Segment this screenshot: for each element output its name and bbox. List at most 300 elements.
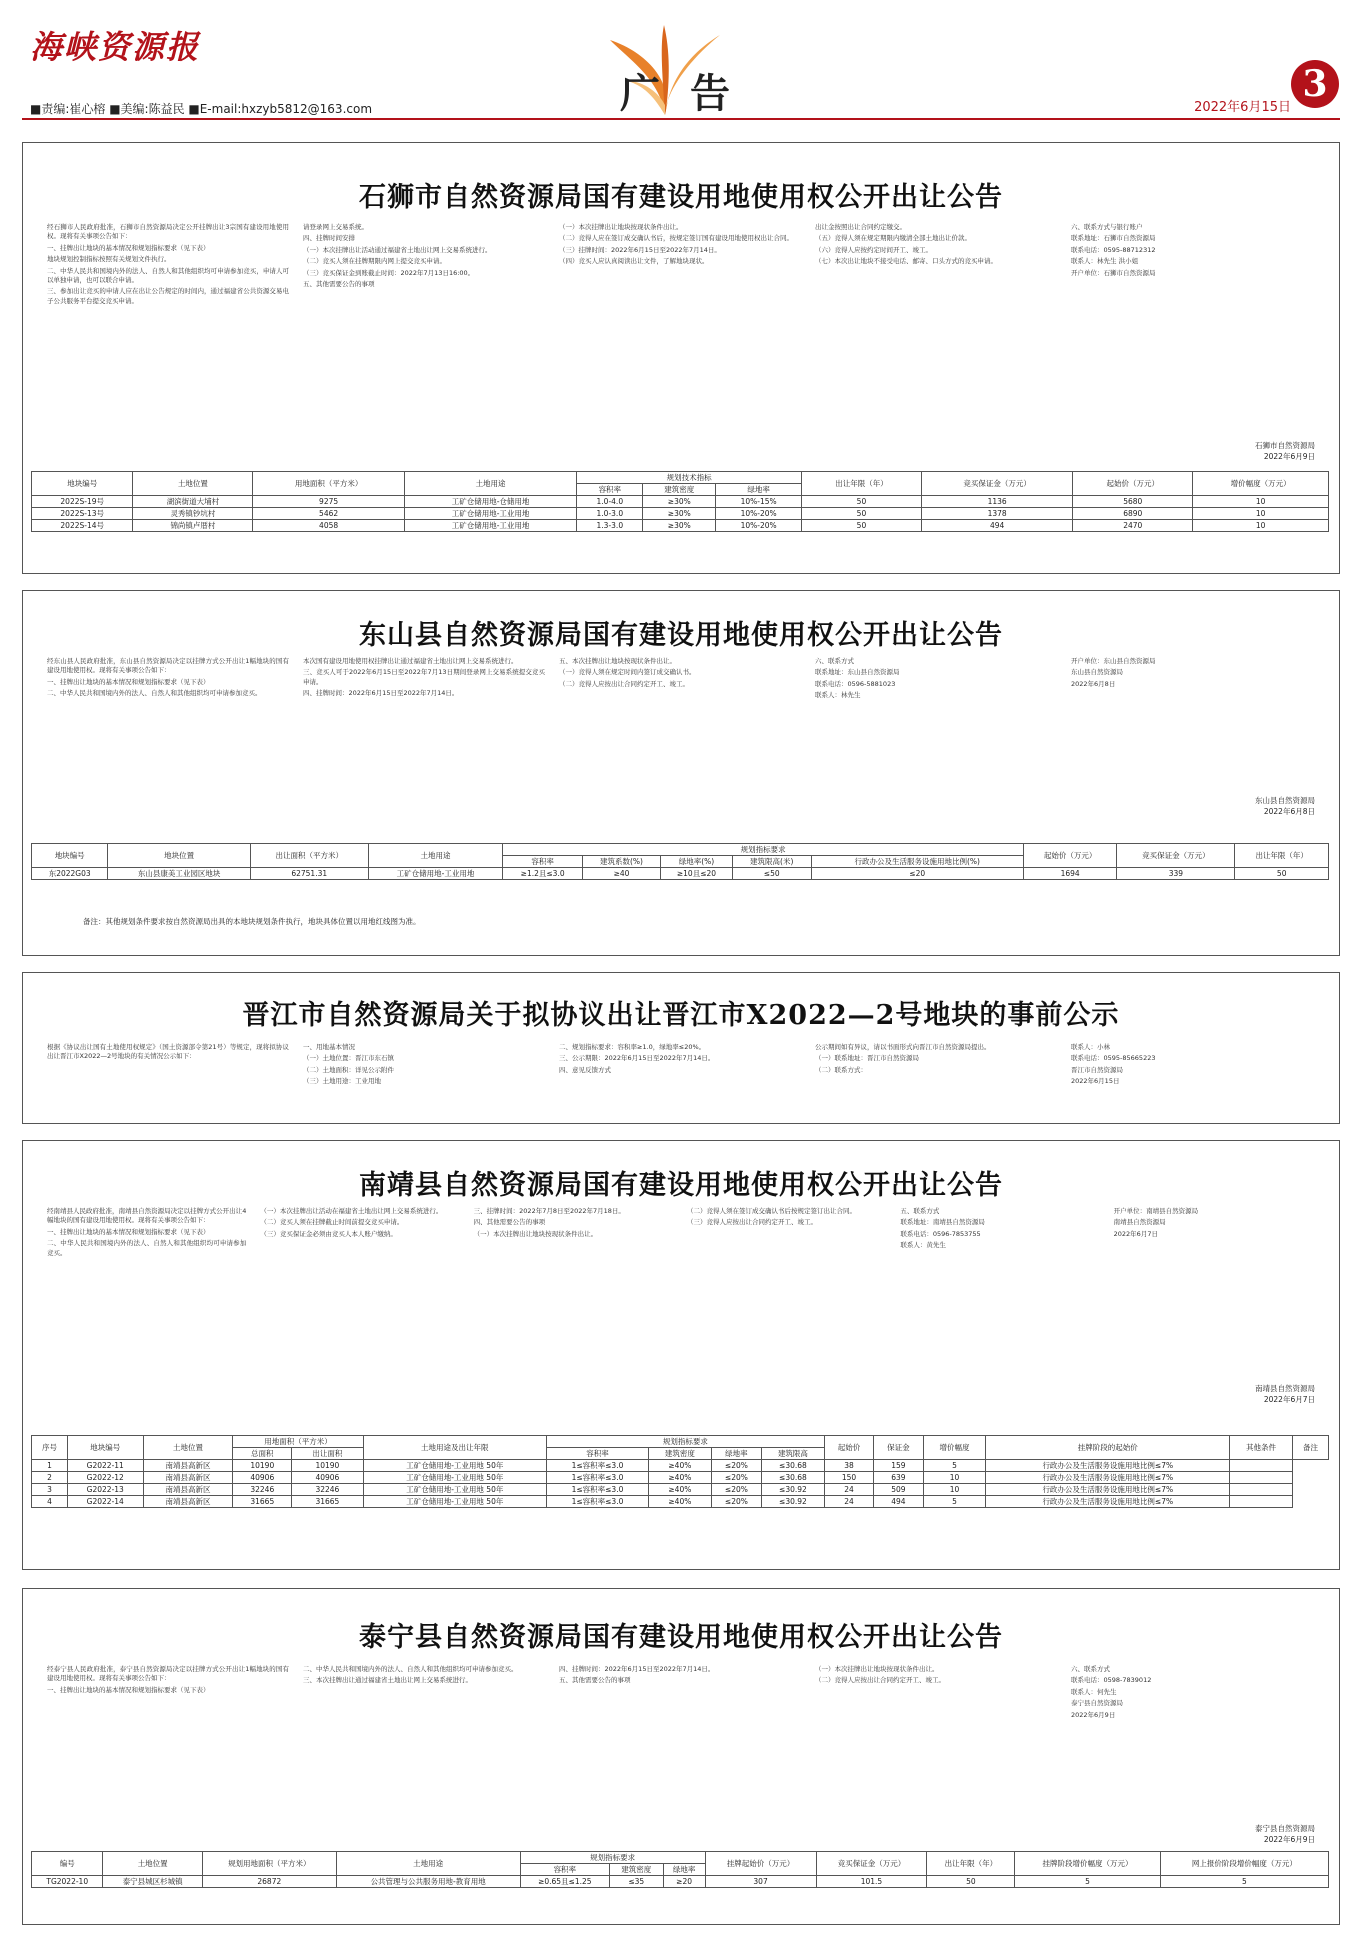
table-cell (1230, 1460, 1293, 1472)
paragraph: 二、规划指标要求：容积率≥1.0，绿地率≤20%。 (559, 1043, 706, 1051)
table-cell: ≤30.92 (762, 1496, 825, 1508)
table-header: 规划用地面积（平方米） (202, 1852, 336, 1876)
paragraph: （三）竞买保证金到账截止时间：2022年7月13日16:00。 (303, 268, 475, 277)
text-column (303, 1043, 545, 1113)
paragraph: 开户单位：南靖县自然资源局 (1113, 1207, 1199, 1215)
paragraph: 联系地址：南靖县自然资源局 (900, 1218, 985, 1227)
table-cell: 1.3-3.0 (577, 520, 643, 532)
table-cell: 行政办公及生活服务设施用地比例≤7% (986, 1496, 1230, 1508)
notice-title: 东山县自然资源局国有建设用地使用权公开出让公告 (359, 620, 1003, 651)
table-header: 挂牌阶段的起始价 (986, 1436, 1230, 1460)
paragraph: 联系人：林先生 洪小姐 (1071, 257, 1139, 266)
table-subheader: 总面积 (233, 1448, 292, 1460)
text-column (303, 1665, 545, 1815)
table-cell (1230, 1496, 1293, 1508)
paragraph: 经石狮市人民政府批准，石狮市自然资源局决定公开挂牌出让3宗国有建设用地使用权。现将有关事项公告如下： (47, 223, 289, 241)
notice-shishi (22, 142, 1340, 574)
table-header: 土地位置 (133, 472, 253, 496)
notice-jinjiang (22, 972, 1340, 1124)
table-cell: ≥30% (643, 520, 716, 532)
table-cell: 5 (1015, 1876, 1160, 1888)
paragraph: 二、中华人民共和国境内外的法人、自然人和其他组织均可申请参加竞买。 (303, 1665, 518, 1673)
table-cell: 工矿仓储用地-仓储用地 (404, 496, 577, 508)
table-header: 土地用途及出让年限 (363, 1436, 546, 1460)
paragraph: 泰宁县自然资源局 (1071, 1699, 1123, 1708)
paragraph: 四、挂牌时间：2022年6月15日至2022年7月14日。 (303, 689, 459, 698)
table-cell: 5 (923, 1496, 986, 1508)
table-row (32, 520, 1329, 532)
table-row (32, 868, 1329, 880)
table-cell: 38 (824, 1460, 873, 1472)
paragraph: 五、其他需要公告的事项 (559, 1676, 631, 1685)
table-cell: 东山县康美工业园区地块 (108, 868, 250, 880)
table-cell: ≤30.92 (762, 1484, 825, 1496)
paragraph: 三、竞买人可于2022年6月15日至2022年7月13日期间登录网上交易系统提交竞买申请。 (303, 668, 545, 686)
paragraph: （一）竞得人须在规定时间内签订成交确认书。 (559, 668, 696, 677)
notice-signature: 南靖县自然资源局 2022年6月7日 (1255, 1384, 1315, 1404)
paragraph: （七）本次出让地块不接受电话、邮寄、口头方式的竞买申请。 (815, 257, 997, 266)
notice-signature: 泰宁县自然资源局 2022年6月9日 (1255, 1824, 1315, 1844)
paragraph: 四、其他需要公告的事项 (473, 1218, 546, 1227)
table-header: 规划指标要求 (547, 1436, 825, 1448)
table-cell: 行政办公及生活服务设施用地比例≤7% (986, 1460, 1230, 1472)
paragraph: 经南靖县人民政府批准，南靖县自然资源局决定以挂牌方式公开出让4幅地块的国有建设用地使用权。现将有关事项公告如下： (47, 1207, 247, 1225)
paragraph: 三、挂牌时间：2022年7月8日至2022年7月18日。 (473, 1207, 625, 1215)
table-cell: ≤20% (711, 1496, 761, 1508)
table-header: 起始价（万元） (1023, 844, 1117, 868)
table-header: 土地用途 (404, 472, 577, 496)
table-header: 其他条件 (1230, 1436, 1293, 1460)
table-cell: 1≤容积率≤3.0 (547, 1472, 649, 1484)
table-cell: 南靖县高新区 (143, 1460, 233, 1472)
table-cell: ≥40% (648, 1472, 711, 1484)
notice-title: 南靖县自然资源局国有建设用地使用权公开出让公告 (359, 1170, 1003, 1201)
text-column (303, 657, 545, 837)
table-cell: 10 (923, 1472, 986, 1484)
table-subheader: 建筑限高(米) (732, 856, 811, 868)
table-subheader: 绿地率 (663, 1864, 705, 1876)
page-header (0, 0, 1361, 130)
table-header: 备注 (1292, 1436, 1328, 1460)
notice-title: 泰宁县自然资源局国有建设用地使用权公开出让公告 (359, 1622, 1003, 1653)
notice-dongshan (22, 590, 1340, 956)
table-cell (1230, 1472, 1293, 1484)
paragraph: 联系人：何先生 (1071, 1687, 1117, 1696)
table-subheader: 容积率 (520, 1864, 609, 1876)
table-cell: 101.5 (816, 1876, 927, 1888)
land-table (31, 1851, 1329, 1888)
table-cell: 工矿仓储用地-工业用地 50年 (363, 1496, 546, 1508)
table-cell: ≥40% (648, 1460, 711, 1472)
table-row (32, 1460, 1329, 1472)
text-column (815, 1043, 1057, 1113)
table-cell: 4 (32, 1496, 68, 1508)
paragraph: （六）竞得人应按约定时间开工、竣工。 (815, 245, 932, 254)
table-cell: 494 (921, 520, 1072, 532)
table-header: 地块编号 (32, 844, 108, 868)
table-subheader: 建筑密度 (610, 1864, 664, 1876)
table-cell: 3 (32, 1484, 68, 1496)
table-cell: 509 (874, 1484, 923, 1496)
paragraph: 五、联系方式 (900, 1207, 940, 1215)
table-cell: 南靖县高新区 (143, 1496, 233, 1508)
table-cell: 307 (705, 1876, 816, 1888)
paragraph: （二）联系方式： (815, 1065, 867, 1074)
table-cell: 工矿仓储用地-工业用地 50年 (363, 1472, 546, 1484)
table-cell: 10 (1193, 508, 1329, 520)
table-header: 地块位置 (108, 844, 250, 868)
text-column (474, 1207, 673, 1417)
paragraph: 六、联系方式 (815, 657, 854, 665)
paragraph: 2022年6月8日 (1071, 679, 1116, 688)
paragraph: 经东山县人民政府批准，东山县自然资源局决定以挂牌方式公开出让1幅地块的国有建设用地使用权。现将有关事项公告如下： (47, 657, 289, 675)
table-cell: 公共管理与公共服务用地-教育用地 (336, 1876, 520, 1888)
notice-body (47, 657, 1313, 837)
paragraph: 三、参加出让竞买的申请人应在出让公告规定的时间内，通过福建省公共资源交易电子公共服务平台提交竞买申请。 (47, 287, 289, 305)
table-cell: 1 (32, 1460, 68, 1472)
table-header: 土地位置 (143, 1436, 233, 1460)
table-cell: 工矿仓储用地-工业用地 (404, 508, 577, 520)
table-header: 出让年限（年） (927, 1852, 1015, 1876)
table-cell: G2022-13 (67, 1484, 143, 1496)
table-cell: 32246 (233, 1484, 292, 1496)
table-cell: 1≤容积率≤3.0 (547, 1496, 649, 1508)
paragraph: 联系电话：0595-85665223 (1071, 1054, 1156, 1063)
text-column (559, 1665, 801, 1815)
notice-signature: 东山县自然资源局 2022年6月8日 (1255, 796, 1315, 816)
table-cell: 1≤容积率≤3.0 (547, 1484, 649, 1496)
table-cell: 339 (1117, 868, 1235, 880)
paragraph: （五）竞得人须在规定期限内缴清全部土地出让价款。 (815, 234, 971, 243)
table-cell: 10 (1193, 496, 1329, 508)
paragraph: （一）土地位置：晋江市东石镇 (303, 1054, 394, 1063)
table-cell: ≥40 (582, 868, 660, 880)
text-column (815, 1665, 1057, 1815)
text-column (47, 223, 289, 433)
notice-title: 晋江市自然资源局关于拟协议出让晋江市X2022—2号地块的事前公示 (242, 1000, 1120, 1031)
table-cell: 6890 (1073, 508, 1193, 520)
table-cell: ≤50 (732, 868, 811, 880)
text-column (900, 1207, 1099, 1417)
table-subheader: 建筑系数(%) (582, 856, 660, 868)
text-column (815, 657, 1057, 837)
table-header: 规划技术指标 (577, 472, 802, 484)
table-subheader: 绿地率 (711, 1448, 761, 1460)
paragraph: （四）竞买人应认真阅读出让文件，了解地块现状。 (559, 257, 709, 266)
table-cell: 10 (1193, 520, 1329, 532)
table-cell: TG2022-10 (32, 1876, 103, 1888)
notice-title: 石狮市自然资源局国有建设用地使用权公开出让公告 (359, 182, 1003, 213)
paragraph: 六、联系方式与银行账户 (1071, 223, 1143, 231)
text-column (47, 657, 289, 837)
table-header: 土地用途 (368, 844, 503, 868)
table-cell: 10190 (292, 1460, 363, 1472)
table-cell: 1694 (1023, 868, 1117, 880)
table-row (32, 1484, 1329, 1496)
paragraph: 联系地址：东山县自然资源局 (815, 668, 900, 677)
paragraph: （二）竞买人须在挂牌截止时间前提交竞买申请。 (260, 1218, 404, 1227)
paragraph: 南靖县自然资源局 (1113, 1218, 1166, 1227)
paragraph: 一、挂牌出让地块的基本情况和规划指标要求（见下表） (47, 1685, 210, 1694)
text-column (260, 1207, 459, 1417)
table-row (32, 496, 1329, 508)
table-header: 出让年限（年） (1235, 844, 1329, 868)
text-column (47, 1043, 289, 1113)
paragraph: （二）竞得人应按出让合同约定开工、竣工。 (559, 679, 689, 688)
table-cell: ≥40% (648, 1484, 711, 1496)
table-header: 地块编号 (67, 1436, 143, 1460)
table-cell: G2022-14 (67, 1496, 143, 1508)
table-header: 出让面积（平方米） (250, 844, 368, 868)
table-header: 土地位置 (103, 1852, 202, 1876)
table-header: 规划指标要求 (520, 1852, 705, 1864)
paragraph: （三）竞得人应按出让合同约定开工、竣工。 (686, 1218, 817, 1227)
paragraph: 四、意见反馈方式 (559, 1065, 611, 1074)
paragraph: 五、其他需要公告的事项 (303, 280, 375, 289)
table-header: 增价幅度 (923, 1436, 986, 1460)
table-cell: 工矿仓储用地-工业用地 (368, 868, 503, 880)
paragraph: （一）联系地址：晋江市自然资源局 (815, 1054, 919, 1063)
table-cell: 1136 (921, 496, 1072, 508)
paragraph: 经泰宁县人民政府批准，泰宁县自然资源局决定以挂牌方式公开出让1幅地块的国有建设用地使用权。现将有关事项公告如下： (47, 1665, 289, 1683)
table-cell: 泰宁县城区杉城镇 (103, 1876, 202, 1888)
paragraph: 联系地址：石狮市自然资源局 (1071, 234, 1156, 243)
paragraph: 出让金按照出让合同约定缴交。 (815, 223, 906, 231)
table-cell: 锦尚镇卢厝村 (133, 520, 253, 532)
text-column (1071, 1665, 1313, 1815)
table-header: 网上报价阶段增价幅度（万元） (1160, 1852, 1328, 1876)
table-cell: ≥0.65且≤1.25 (520, 1876, 609, 1888)
paragraph: （二）竞得人应在签订成交确认书后，按规定签订国有建设用地使用权出让合同。 (559, 234, 793, 243)
table-subheader: 建筑密度 (643, 484, 716, 496)
table-cell: 40906 (233, 1472, 292, 1484)
table-cell: 10%-15% (716, 496, 802, 508)
page-number-badge: 3 (1291, 60, 1339, 108)
table-cell: G2022-12 (67, 1472, 143, 1484)
table-cell: 东2022G03 (32, 868, 108, 880)
table-header: 土地用途 (336, 1852, 520, 1876)
table-cell: ≤20% (711, 1460, 761, 1472)
table-cell: 工矿仓储用地-工业用地 (404, 520, 577, 532)
table-cell: ≥1.2且≤3.0 (503, 868, 583, 880)
table-cell: 31665 (233, 1496, 292, 1508)
table-header: 竞买保证金（万元） (921, 472, 1072, 496)
notice-taining (22, 1588, 1340, 1925)
paragraph: 东山县自然资源局 (1071, 668, 1123, 677)
table-cell: 2022S-14号 (32, 520, 133, 532)
paragraph: 2022年6月7日 (1113, 1229, 1158, 1238)
paragraph: 公示期间如有异议，请以书面形式向晋江市自然资源局提出。 (815, 1043, 991, 1051)
table-cell: 2 (32, 1472, 68, 1484)
land-table (31, 843, 1329, 880)
table-subheader: 容积率 (577, 484, 643, 496)
paragraph: 一、用地基本情况 (303, 1043, 355, 1051)
paragraph: 五、本次挂牌出让地块按现状条件出让。 (559, 657, 676, 665)
text-column (559, 1043, 801, 1113)
paragraph: 联系人：黄先生 (900, 1241, 946, 1250)
table-header: 挂牌起始价（万元） (705, 1852, 816, 1876)
paragraph: 二、中华人民共和国境内外的法人、自然人和其他组织均可申请参加竞买。 (47, 1239, 247, 1257)
paragraph: 开户单位：东山县自然资源局 (1071, 657, 1156, 665)
table-row (32, 1496, 1329, 1508)
paragraph: 联系电话：0595-88712312 (1071, 245, 1156, 254)
paragraph: 联系人：小林 (1071, 1043, 1110, 1051)
header-divider (22, 118, 1340, 120)
table-cell: 50 (927, 1876, 1015, 1888)
table-cell: ≤30.68 (762, 1472, 825, 1484)
table-header: 地块编号 (32, 472, 133, 496)
notice-body (47, 1665, 1313, 1815)
table-cell: 2022S-13号 (32, 508, 133, 520)
table-subheader: 容积率 (547, 1448, 649, 1460)
paragraph: 本次国有建设用地使用权挂牌出让通过福建省土地出让网上交易系统进行。 (303, 657, 518, 665)
table-subheader: 建筑限高 (762, 1448, 825, 1460)
table-cell: 湖滨街道大埔村 (133, 496, 253, 508)
table-header: 序号 (32, 1436, 68, 1460)
table-cell: ≥20 (663, 1876, 705, 1888)
table-cell: 行政办公及生活服务设施用地比例≤7% (986, 1472, 1230, 1484)
table-row (32, 1472, 1329, 1484)
table-cell: ≥10且≤20 (661, 868, 733, 880)
table-cell: 2470 (1073, 520, 1193, 532)
table-cell: 50 (801, 508, 921, 520)
table-row (32, 508, 1329, 520)
section-title: 广告 (620, 70, 760, 117)
table-cell: 40906 (292, 1472, 363, 1484)
paragraph: 二、中华人民共和国境内外的法人、自然人和其他组织均可申请参加竞买，申请人可以单独申请，也可以联合申请。 (47, 266, 289, 285)
table-subheader: 绿地率 (716, 484, 802, 496)
table-cell: 639 (874, 1472, 923, 1484)
table-header: 用地面积（平方米） (253, 472, 404, 496)
table-cell: 工矿仓储用地-工业用地 50年 (363, 1460, 546, 1472)
table-cell: 150 (824, 1472, 873, 1484)
notice-nanjing (22, 1140, 1340, 1570)
paragraph: 四、挂牌时间安排 (303, 234, 355, 243)
table-cell: 50 (801, 520, 921, 532)
table-cell: 26872 (202, 1876, 336, 1888)
table-cell: ≤30.68 (762, 1460, 825, 1472)
paragraph: （二）竞得人须在签订成交确认书后按规定签订出让合同。 (686, 1207, 856, 1215)
table-cell: 5680 (1073, 496, 1193, 508)
table-cell: 行政办公及生活服务设施用地比例≤7% (986, 1484, 1230, 1496)
text-column (1071, 1043, 1313, 1113)
table-cell: 10 (923, 1484, 986, 1496)
table-cell: 10%-20% (716, 508, 802, 520)
table-cell: 工矿仓储用地-工业用地 50年 (363, 1484, 546, 1496)
issue-date: 2022年6月15日 (1194, 100, 1291, 115)
table-cell: 5 (923, 1460, 986, 1472)
table-header: 编号 (32, 1852, 103, 1876)
paragraph: 一、挂牌出让地块的基本情况和规划指标要求（见下表） (47, 243, 210, 252)
table-header: 竞买保证金（万元） (816, 1852, 927, 1876)
table-cell: 494 (874, 1496, 923, 1508)
table-cell: ≤20% (711, 1472, 761, 1484)
notice-body (47, 223, 1313, 433)
text-column (1071, 223, 1313, 433)
table-cell: 62751.31 (250, 868, 368, 880)
text-column (47, 1207, 246, 1417)
paragraph: 联系电话：0598-7839012 (1071, 1676, 1152, 1685)
text-column (815, 223, 1057, 433)
table-cell: 2022S-19号 (32, 496, 133, 508)
table-cell: 159 (874, 1460, 923, 1472)
table-header: 出让年限（年） (801, 472, 921, 496)
table-subheader: 容积率 (503, 856, 583, 868)
paragraph: 一、挂牌出让地块的基本情况和规划指标要求（见下表） (47, 677, 210, 686)
paragraph: 联系电话：0596-7853755 (900, 1229, 981, 1238)
table-header: 起始价（万元） (1073, 472, 1193, 496)
table-cell: ≤20 (811, 868, 1023, 880)
paragraph: （二）土地面积：详见公示附件 (303, 1065, 394, 1074)
table-cell (1230, 1484, 1293, 1496)
table-cell: ≥40% (648, 1496, 711, 1508)
paragraph: （一）本次挂牌出让地块按现状条件出让。 (559, 223, 683, 231)
land-table (31, 1435, 1329, 1508)
table-cell: 南靖县高新区 (143, 1484, 233, 1496)
table-cell: 1≤容积率≤3.0 (547, 1460, 649, 1472)
table-cell: ≥30% (643, 496, 716, 508)
paragraph: （二）竞买人须在挂牌期限内网上提交竞买申请。 (303, 257, 446, 266)
paragraph: 一、挂牌出让地块的基本情况和规划指标要求（见下表） (47, 1227, 210, 1236)
paragraph: 二、中华人民共和国境内外的法人、自然人和其他组织均可申请参加竞买。 (47, 689, 262, 698)
paragraph: 三、本次挂牌出让通过福建省土地出让网上交易系统进行。 (303, 1676, 472, 1685)
paragraph: （三）挂牌时间：2022年6月15日至2022年7月14日。 (559, 245, 721, 254)
table-header: 挂牌阶段增价幅度（万元） (1015, 1852, 1160, 1876)
text-column (559, 223, 801, 433)
table-subheader: 绿地率(%) (661, 856, 733, 868)
table-cell: 24 (824, 1484, 873, 1496)
text-column (687, 1207, 886, 1417)
paragraph: 三、公示期限：2022年6月15日至2022年7月14日。 (559, 1054, 715, 1063)
paragraph: （一）本次挂牌出让地块按现状条件出让。 (815, 1665, 939, 1673)
table-subheader: 出让面积 (292, 1448, 363, 1460)
table-header: 竞买保证金（万元） (1117, 844, 1235, 868)
table-cell: 4058 (253, 520, 404, 532)
paragraph: （三）土地用途：工业用地 (303, 1077, 381, 1086)
table-cell: 1378 (921, 508, 1072, 520)
notice-body (47, 1043, 1313, 1113)
paragraph: （一）本次挂牌出让活动在福建省土地出让网上交易系统进行。 (260, 1207, 443, 1215)
paragraph: 六、联系方式 (1071, 1665, 1110, 1673)
paragraph: 联系人：林先生 (815, 691, 861, 700)
table-header: 规划指标要求 (503, 844, 1024, 856)
editors-line: ■责编:崔心榕 ■美编:陈益民 ■E-mail:hxzyb5812@163.com (30, 102, 373, 116)
table-header: 用地面积（平方米） (233, 1436, 363, 1448)
paragraph: 请登录网上交易系统。 (303, 223, 368, 231)
text-column (559, 657, 801, 837)
paragraph: 开户单位：石狮市自然资源局 (1071, 268, 1156, 277)
paragraph: （三）竞买保证金必须由竞买人本人账户缴纳。 (260, 1229, 397, 1238)
text-column (47, 1665, 289, 1815)
table-header: 起始价 (824, 1436, 873, 1460)
table-cell: 24 (824, 1496, 873, 1508)
paragraph: （一）本次挂牌出让活动通过福建省土地出让网上交易系统进行。 (303, 245, 492, 254)
paragraph: 2022年6月9日 (1071, 1710, 1116, 1719)
paragraph: 地块规划控制指标按照有关规划文件执行。 (47, 255, 171, 264)
table-cell: 南靖县高新区 (143, 1472, 233, 1484)
paragraph: （二）竞得人应按出让合同约定开工、竣工。 (815, 1676, 945, 1685)
table-cell: 9275 (253, 496, 404, 508)
table-cell: 灵秀镇钞坑村 (133, 508, 253, 520)
table-note: 备注：其他规划条件要求按自然资源局出具的本地块规划条件执行，地块具体位置以用地红线图为准。 (83, 917, 421, 926)
paragraph: 晋江市自然资源局 (1071, 1065, 1123, 1074)
table-row (32, 1876, 1329, 1888)
table-cell: 10%-20% (716, 520, 802, 532)
table-cell: ≤20% (711, 1484, 761, 1496)
table-cell: G2022-11 (67, 1460, 143, 1472)
table-subheader: 建筑密度 (648, 1448, 711, 1460)
table-cell: ≤35 (610, 1876, 664, 1888)
